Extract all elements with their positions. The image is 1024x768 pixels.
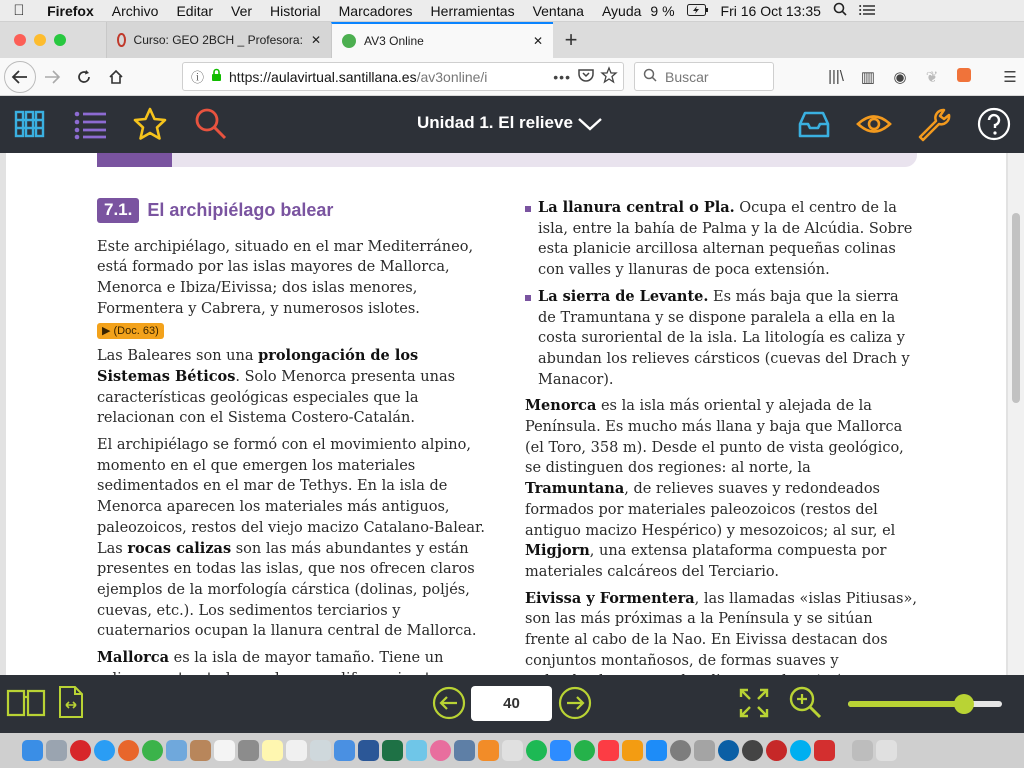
reload-button[interactable]	[68, 61, 100, 93]
trash-icon[interactable]	[876, 740, 897, 761]
whatsapp-icon[interactable]	[574, 740, 595, 761]
hamburger-menu-icon[interactable]: ☰	[1003, 68, 1017, 86]
url-text[interactable]	[229, 69, 546, 85]
paragraph-text: . Solo Menorca presenta unas características geológicas especiales que la relacionan con el Sistema Costero-Catalán.	[97, 368, 456, 427]
firefox-icon[interactable]	[118, 740, 139, 761]
paragraph-text: Ocupa el centro de la isla, entre la bahía de Palma y la de Alcúdia. Sobre esta planicie arcillosa alternan pequeñas colinas con valles y llanuras de poca extensión.	[538, 200, 913, 279]
menu-firefox[interactable]: Firefox	[47, 2, 94, 19]
edge-icon[interactable]	[718, 740, 739, 761]
home-button[interactable]	[100, 61, 132, 93]
vlc-icon[interactable]	[478, 740, 499, 761]
paragraph-text: Las Baleares son una	[97, 348, 259, 365]
app-toolbar	[0, 96, 1024, 153]
bold-term: La sierra de Levante.	[538, 287, 709, 305]
paragraph-text: son las más abundantes y están presentes en todas las islas, que nos ofrecen claros ejemplos de la morfología cárstica (dolinas, poljés, cuevas, etc.). Los sedimentos terciarios y cuaternarios ocupan la llanura central de Mallorca.	[97, 540, 477, 640]
launchpad-icon[interactable]	[46, 740, 67, 761]
header-band	[97, 153, 917, 167]
bold-term: rocas calizas	[127, 539, 232, 557]
back-button[interactable]	[4, 61, 36, 93]
paragraph-text: , de relieves suaves y redondeados formados por materiales paleozoicos (restos del antiguo macizo Hespérico) y mesozoicos; al sur, el	[525, 481, 896, 539]
word-icon[interactable]	[358, 740, 379, 761]
notes-icon[interactable]	[238, 740, 259, 761]
music-icon[interactable]	[598, 740, 619, 761]
tab-av3-online[interactable]	[331, 22, 553, 58]
downloads-folder-icon[interactable]	[852, 740, 873, 761]
stickies-icon[interactable]	[262, 740, 283, 761]
close-tab-icon[interactable]: ✕	[310, 33, 321, 47]
index-list-icon[interactable]	[72, 106, 108, 142]
chrome-icon[interactable]	[142, 740, 163, 761]
browser-navbar	[0, 58, 1024, 96]
account-icon[interactable]: ◉	[893, 68, 907, 86]
menu-ventana[interactable]: Ventana	[532, 2, 584, 19]
app-store-like-icon[interactable]	[334, 740, 355, 761]
macos-dock	[0, 733, 1024, 768]
bold-term: prolongación de los Sistemas Béticos	[97, 347, 419, 385]
library-books-icon[interactable]	[12, 106, 48, 142]
book-page	[6, 153, 1006, 675]
paragraph-text: es la isla más oriental y alejada de la Península. Es mucho más llana y baja que Mallorca (el Toro, 358 m). Desde el punto de vista geológico, se distinguen dos regiones: al norte, la	[525, 398, 904, 477]
scrollbar-thumb[interactable]	[1012, 213, 1020, 403]
book-view-icon[interactable]	[6, 687, 46, 719]
tools-wrench-icon[interactable]	[916, 106, 952, 142]
paragraph-text: El archipiélago se formó con el movimiento alpino, momento en el que emergen los materiales sedimentados en el mar de Tethys. En la isla de Menorca aparecen los materiales más antiguos, paleozoicos, restos del viejo macizo Catalano-Balear. Las	[97, 437, 486, 557]
tray-inbox-icon[interactable]	[796, 106, 832, 142]
next-page-icon[interactable]	[558, 686, 592, 720]
preview-icon[interactable]	[166, 740, 187, 761]
close-window-icon[interactable]	[14, 34, 26, 46]
favorites-star-icon[interactable]	[132, 106, 168, 142]
minimize-window-icon[interactable]	[34, 34, 46, 46]
section-title: El archipiélago balear	[147, 200, 334, 220]
bold-term: La llanura central o Pla.	[538, 199, 735, 216]
menu-ver[interactable]: Ver	[231, 2, 253, 19]
system-preferences-icon[interactable]	[670, 740, 691, 761]
menu-editar[interactable]: Editar	[176, 2, 214, 19]
bold-term: Tramuntana	[525, 480, 625, 498]
zoom-app-icon[interactable]	[550, 740, 571, 761]
image-capture-icon[interactable]	[502, 740, 523, 761]
zoom-slider[interactable]	[848, 701, 1002, 707]
macos-menubar	[0, 0, 1024, 22]
library-icon[interactable]: |||\	[828, 68, 844, 85]
spotlight-icon[interactable]	[833, 2, 847, 19]
page-actions-icon[interactable]: •••	[553, 68, 571, 85]
forward-button[interactable]	[36, 61, 68, 93]
bold-term: Mallorca	[97, 649, 169, 667]
list-item	[525, 287, 917, 391]
list-item	[525, 198, 917, 281]
document-viewer[interactable]	[0, 153, 1024, 675]
menu-archivo[interactable]: Archivo	[111, 2, 159, 19]
address-bar[interactable]	[182, 62, 624, 91]
zoom-in-icon[interactable]	[788, 685, 822, 719]
utilities-icon[interactable]	[694, 740, 715, 761]
search-icon[interactable]	[192, 106, 228, 142]
battery-percent: 9 %	[650, 2, 675, 19]
search-placeholder: Buscar	[665, 68, 709, 85]
skype-icon[interactable]	[790, 740, 811, 761]
acrobat-icon[interactable]	[814, 740, 835, 761]
photos-icon[interactable]	[430, 740, 451, 761]
spotify-icon[interactable]	[526, 740, 547, 761]
url-scheme: https://	[229, 68, 272, 85]
paragraph	[97, 237, 489, 341]
clock[interactable]: Fri 16 Oct 13:35	[720, 2, 821, 19]
menu-ayuda[interactable]: Ayuda	[601, 2, 642, 19]
bold-term: Menorca	[525, 397, 597, 415]
paragraph	[97, 346, 489, 429]
contacts-icon[interactable]	[190, 740, 211, 761]
battery-icon[interactable]	[687, 3, 709, 19]
notification-center-icon[interactable]	[859, 3, 875, 19]
calendar-icon[interactable]	[214, 740, 235, 761]
textedit-icon[interactable]	[310, 740, 331, 761]
tab-curso[interactable]	[106, 22, 331, 58]
zoom-window-icon[interactable]	[54, 34, 66, 46]
page-number-input[interactable]: 40	[471, 686, 552, 721]
excel-icon[interactable]	[382, 740, 403, 761]
right-column	[525, 198, 917, 740]
opera-icon[interactable]	[70, 740, 91, 761]
url-host: aulavirtual.santillana.es	[271, 68, 417, 85]
menubar-status	[650, 2, 1024, 19]
tab-title: Curso: GEO 2BCH _ Profesora:	[133, 33, 303, 47]
menu-herramientas[interactable]: Herramientas	[430, 2, 515, 19]
toolbar-right-icons	[824, 62, 1022, 91]
finder-icon[interactable]	[22, 740, 43, 761]
sidebar-icon[interactable]: ▥	[860, 68, 876, 86]
doc-reference-link[interactable]: ▶ (Doc. 63)	[97, 323, 164, 339]
zoom-slider-fill	[848, 701, 964, 707]
zoom-slider-handle[interactable]	[954, 694, 974, 714]
tab-strip	[0, 22, 1024, 58]
bold-term: Eivissa y Formentera	[525, 589, 695, 607]
dark-app-icon[interactable]	[742, 740, 763, 761]
paragraph-text: es la isla de mayor tamaño. Tiene un	[173, 650, 444, 667]
unit-title[interactable]: Unidad 1. El relieve	[417, 113, 573, 132]
menu-historial[interactable]: Historial	[270, 2, 321, 19]
av3-favicon-icon	[342, 34, 356, 48]
reader-bottom-bar	[0, 675, 1024, 733]
search-icon	[643, 68, 657, 85]
close-tab-icon[interactable]: ✕	[532, 34, 543, 48]
fullscreen-icon[interactable]	[738, 687, 770, 719]
help-icon[interactable]	[976, 106, 1012, 142]
pocket-icon[interactable]	[578, 68, 594, 85]
extension-orange-icon[interactable]	[952, 68, 976, 86]
menu-marcadores[interactable]: Marcadores	[338, 2, 413, 19]
paragraph	[525, 396, 917, 582]
previous-page-icon[interactable]	[432, 686, 466, 720]
safari-icon[interactable]	[94, 740, 115, 761]
utility-icon[interactable]	[406, 740, 427, 761]
tab-title: AV3 Online	[364, 34, 424, 48]
red-app-icon[interactable]	[766, 740, 787, 761]
apple-menu-icon[interactable]	[0, 2, 38, 19]
url-path: /av3online/i	[416, 68, 488, 85]
lock-icon[interactable]	[211, 68, 222, 85]
paragraph-text: , las llamadas «islas Pitiusas», son las más próximas a la Península y se sitúan frente al cabo de la Nao. En Eivissa destacan dos conjuntos montañosos, de formas suaves y	[525, 590, 917, 669]
paragraph	[97, 435, 489, 642]
fit-page-icon[interactable]	[58, 685, 84, 719]
window-controls	[0, 22, 106, 58]
left-column	[97, 198, 489, 716]
search-bar[interactable]	[634, 62, 774, 91]
paragraph-text: , una extensa plataforma compuesta por materiales calcáreos del Terciario.	[525, 543, 887, 580]
books-icon[interactable]	[622, 740, 643, 761]
reminders-icon[interactable]	[286, 740, 307, 761]
sketch-icon[interactable]	[454, 740, 475, 761]
bold-term: Migjorn	[525, 542, 590, 560]
section-number: 7.1.	[97, 198, 139, 223]
info-icon[interactable]: ⓘ	[191, 70, 205, 85]
moodle-favicon-icon	[117, 33, 126, 47]
extension-leaf-icon[interactable]: ❦	[925, 68, 939, 86]
app-store-icon[interactable]	[646, 740, 667, 761]
bookmark-star-icon[interactable]	[601, 67, 623, 86]
paragraph-text: Es más baja que la sierra de Tramuntana y se dispone paralela a ella en la costa suroriental de la isla. La litología es caliza y abundan los relieves cársticos (cuevas del Drach y Manacor).	[538, 288, 910, 388]
paragraph-text: Este archipiélago, situado en el mar Mediterráneo, está formado por las islas mayores de Mallorca, Menorca e Ibiza/Eivissa; dos islas menores, Formentera y Cabrera, y numerosos islotes.	[97, 238, 474, 317]
chevron-down-icon[interactable]	[577, 114, 603, 134]
section-heading	[97, 198, 489, 223]
new-tab-button[interactable]: +	[564, 27, 578, 52]
view-eye-icon[interactable]	[856, 106, 892, 142]
